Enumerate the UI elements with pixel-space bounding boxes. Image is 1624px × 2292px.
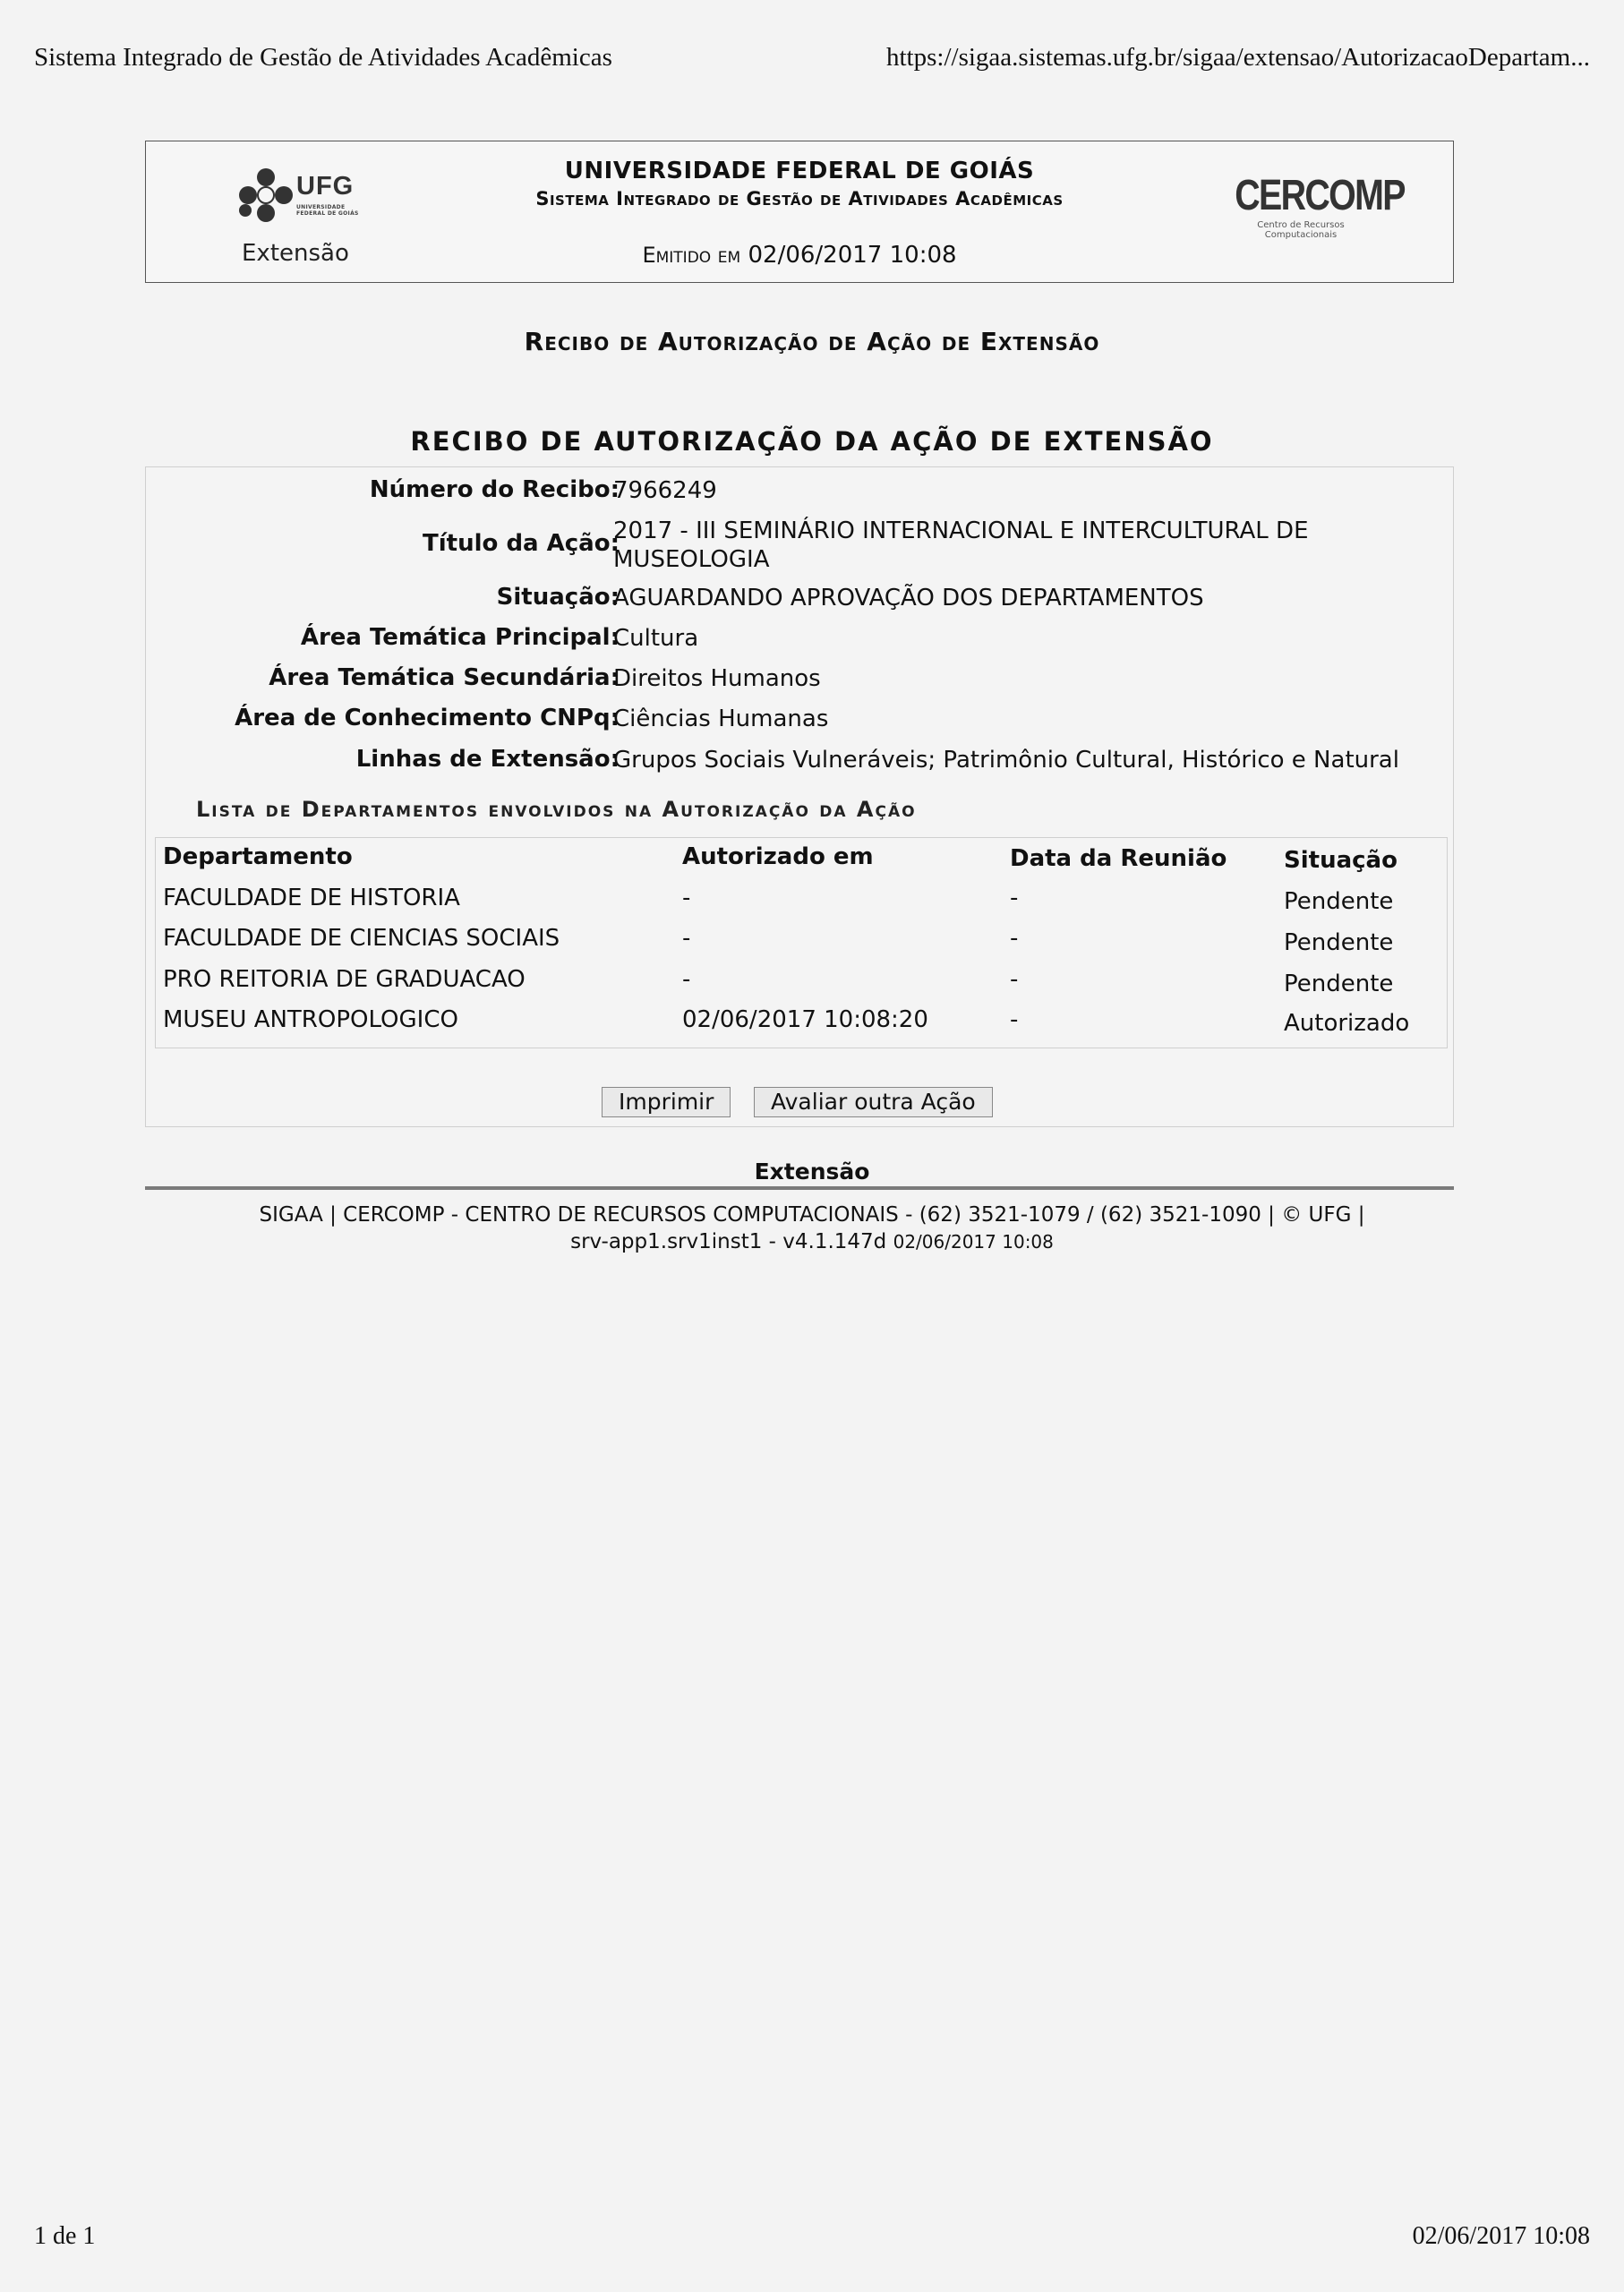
field-value: Cultura: [613, 625, 699, 652]
footer-divider: [145, 1186, 1454, 1190]
table-cell: -: [1010, 966, 1019, 993]
table-cell: FACULDADE DE HISTORIA: [163, 885, 460, 911]
table-cell: -: [682, 885, 691, 911]
ufg-logo-subtext: UNIVERSIDADE FEDERAL DE GOIÁS: [296, 204, 359, 217]
field-value: Grupos Sociais Vulneráveis; Patrimônio Cultural, Histórico e Natural: [613, 747, 1399, 774]
print-footer: [34, 2222, 1590, 2258]
field-value: Ciências Humanas: [613, 706, 829, 732]
issued-at: [146, 242, 1453, 269]
system-header: [145, 141, 1454, 283]
table-cell: -: [1010, 1006, 1019, 1033]
footer-line1: SIGAA | CERCOMP - CENTRO DE RECURSOS COMPUTACIONAIS - (62) 3521-1079 / (62) 3521-1090 | © UFG |: [259, 1203, 1365, 1227]
column-header-status: Situação: [1284, 847, 1397, 874]
receipt-panel: [145, 466, 1454, 1127]
cercomp-logo-subtext: Centro de Recursos Computacionais: [1257, 220, 1345, 240]
field-value: 2017 - III SEMINÁRIO INTERNACIONAL E INTERCULTURAL DE MUSEOLOGIA: [613, 517, 1309, 573]
page-title: Recibo de Autorização de Ação de Extensão: [524, 327, 1100, 356]
footer-date: 02/06/2017 10:08: [893, 1231, 1054, 1253]
field-label: Área de Conhecimento CNPq:: [235, 705, 620, 731]
field-label: Situação:: [496, 584, 620, 611]
receipt-caption: RECIBO DE AUTORIZAÇÃO DA AÇÃO DE EXTENSÃO: [410, 426, 1214, 457]
cercomp-logo: [1220, 172, 1405, 240]
table-cell: PRO REITORIA DE GRADUACAO: [163, 966, 526, 993]
field-label: Título da Ação:: [423, 530, 620, 557]
system-name: Sistema Integrado de Gestão de Atividades Acadêmicas: [535, 188, 1064, 210]
cercomp-logo-text: CERCOMP: [1235, 172, 1405, 219]
field-label: Número do Recibo:: [369, 476, 620, 503]
table-cell: Pendente: [1284, 929, 1394, 956]
table-cell: -: [1010, 925, 1019, 952]
print-header-title: Sistema Integrado de Gestão de Atividades Acadêmicas: [34, 43, 612, 72]
field-value: Direitos Humanos: [613, 665, 821, 692]
table-cell: -: [682, 966, 691, 993]
university-name: UNIVERSIDADE FEDERAL DE GOIÁS: [564, 158, 1035, 184]
departments-caption: Lista de Departamentos envolvidos na Autorização da Ação: [196, 797, 917, 822]
page-count: 1 de 1: [34, 2222, 96, 2250]
table-cell: FACULDADE DE CIENCIAS SOCIAIS: [163, 925, 560, 952]
column-header-authorized-at: Autorizado em: [682, 843, 874, 870]
footer-line2: [0, 1228, 1624, 1255]
ufg-logo-text: UFG: [296, 172, 355, 201]
footer-server: srv-app1.srv1inst1 - v4.1.147d: [570, 1230, 887, 1253]
field-value: AGUARDANDO APROVAÇÃO DOS DEPARTAMENTOS: [613, 585, 1204, 611]
table-cell: -: [682, 925, 691, 952]
footer-module: Extensão: [754, 1159, 870, 1184]
departments-table: [155, 837, 1448, 1048]
print-header-url: https://sigaa.sistemas.ufg.br/sigaa/extensao/AutorizacaoDepartam...: [886, 43, 1590, 72]
issued-at-label: Emitido em: [642, 243, 741, 268]
table-cell: Pendente: [1284, 888, 1394, 915]
footer-info: [0, 1202, 1624, 1255]
column-header-meeting-date: Data da Reunião: [1010, 845, 1227, 872]
table-cell: 02/06/2017 10:08:20: [682, 1006, 928, 1033]
field-label: Linhas de Extensão:: [355, 746, 620, 773]
table-cell: Autorizado: [1284, 1010, 1410, 1037]
issued-at-value: 02/06/2017 10:08: [748, 242, 957, 269]
field-label: Área Temática Secundária:: [269, 664, 620, 691]
table-cell: MUSEU ANTROPOLOGICO: [163, 1006, 458, 1033]
field-value: 7966249: [613, 477, 717, 504]
column-header-department: Departamento: [163, 843, 353, 870]
evaluate-another-action-button[interactable]: Avaliar outra Ação: [754, 1087, 993, 1117]
module-label: Extensão: [242, 240, 349, 267]
print-date: 02/06/2017 10:08: [1412, 2222, 1590, 2250]
print-header: [34, 43, 1590, 79]
table-cell: Pendente: [1284, 971, 1394, 997]
field-label: Área Temática Principal:: [300, 624, 620, 651]
print-button[interactable]: Imprimir: [602, 1087, 731, 1117]
table-cell: -: [1010, 885, 1019, 911]
